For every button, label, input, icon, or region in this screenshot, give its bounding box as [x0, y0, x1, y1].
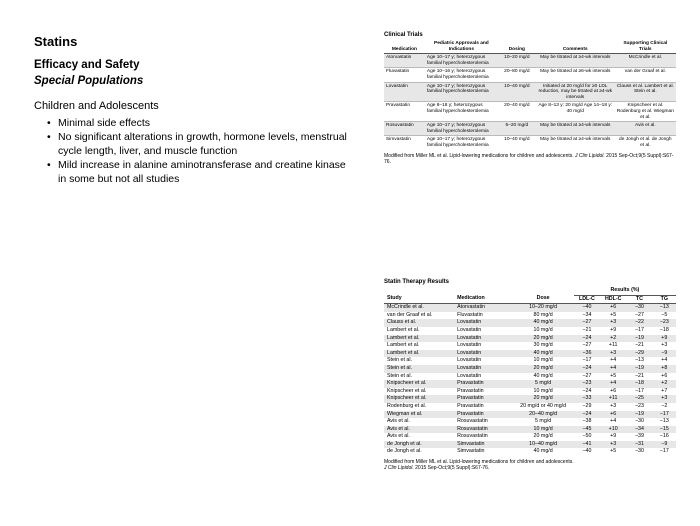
tg-cell: −5	[661, 311, 668, 318]
table-row	[384, 411, 676, 419]
comments-cell: May be titrated at ≥4-wk intervals	[536, 54, 615, 68]
indication-cell: Age 8–18 y; heterozygous familial hypercholesterolemia	[425, 102, 498, 122]
dose-cell: 20 mg/d	[512, 365, 573, 373]
study-cell: Stein et al.	[384, 365, 454, 373]
dose-cell: 10 mg/d	[512, 426, 573, 434]
ldl-cell: −21	[582, 326, 592, 333]
dose-cell: 5 mg/d	[535, 418, 552, 425]
trials-cell: Clauss et al. Lambert et al. Stein et al.	[615, 82, 676, 102]
table-row	[384, 350, 676, 358]
medication-cell: Fluvastatin	[384, 68, 425, 82]
tc-cell: −17	[634, 326, 644, 333]
dosing-cell: 10–20 mg/d	[498, 54, 536, 68]
table-row	[384, 327, 676, 335]
table-row	[384, 448, 676, 456]
ldl-cell: −24	[582, 387, 592, 394]
medication-cell: Lovastatin	[454, 335, 512, 343]
indication-cell: Age 10–17 y; heterozygous familial hypercholesterolemia	[426, 137, 489, 148]
tc-cell: −19	[626, 365, 652, 373]
dose-cell: 20 mg/d	[512, 395, 573, 403]
comments-cell: May be titrated at ≥4-wk intervals	[536, 122, 615, 136]
bullet-text: Mild increase in alanine aminotransferase and creatine kinase in some but not all studies	[58, 159, 346, 185]
medication-cell: Rosuvastatin	[457, 433, 488, 440]
study-cell: Avis et al.	[387, 433, 410, 440]
results-body	[384, 304, 676, 456]
table-row	[384, 312, 676, 320]
dose-cell: 20–40 mg/d	[512, 411, 573, 419]
tg-cell: −9	[653, 441, 676, 449]
tc-cell: −19	[626, 411, 652, 419]
statin-results-table	[384, 279, 676, 471]
tg-cell: +9	[653, 335, 676, 343]
ldl-cell: −24	[574, 365, 600, 373]
bullet-text: Minimal side effects	[58, 117, 151, 129]
dose-cell: 40 mg/d	[512, 319, 573, 327]
study-cell: Lambert et al.	[387, 326, 420, 333]
medication-cell: Simvastatin	[386, 137, 411, 143]
comments-cell: Age 8–13 y: 20 mg/d Age 14–18 y: 40 mg/d	[536, 102, 615, 122]
hdl-cell: +4	[600, 380, 626, 388]
trials-source-note	[384, 153, 676, 165]
medication-cell: Fluvastatin	[457, 311, 483, 318]
table-group-header-row	[384, 287, 676, 295]
tc-cell: −29	[626, 350, 652, 358]
ldl-cell: −23	[574, 380, 600, 388]
study-cell: Clauss et al.	[384, 319, 454, 327]
ldl-cell: −27	[574, 319, 600, 327]
dosing-cell: 20–80 mg/d	[498, 68, 536, 82]
dose-cell: 20 mg/d	[512, 335, 573, 343]
bullet-item	[47, 130, 354, 158]
source-citation: 2015 Sep-Oct;9(5 Suppl):S67-76.	[415, 465, 490, 472]
hdl-cell: +4	[600, 365, 626, 373]
ldl-cell: −17	[582, 357, 592, 364]
hdl-cell: +6	[600, 411, 626, 419]
dose-cell: 10 mg/d	[533, 387, 553, 394]
table-row	[384, 342, 676, 350]
study-cell: Lambert et al.	[387, 342, 420, 349]
medication-cell: Simvastatin	[457, 448, 485, 455]
results-group-header: Results (%)	[574, 287, 676, 295]
tg-cell: −18	[659, 326, 669, 333]
medication-cell: Lovastatin	[457, 342, 482, 349]
indication-cell: Age 10–16 y; heterozygous familial hypercholesterolemia	[425, 68, 498, 82]
tg-cell: −13	[659, 418, 669, 425]
results-source-note	[384, 459, 676, 471]
ldl-cell: −29	[582, 402, 592, 409]
trials-cell: van der Graaf et al.	[615, 68, 676, 82]
hdl-cell: +5	[610, 448, 617, 455]
study-cell: Knipscheer et al.	[384, 395, 454, 403]
dose-cell: 20 mg/d or 40 mg/d	[520, 402, 567, 409]
tc-cell: −34	[626, 426, 652, 434]
clinical-trials-table	[384, 32, 676, 165]
bullet-item	[47, 116, 354, 130]
tg-cell: +7	[661, 387, 668, 394]
study-cell: Knipscheer et al.	[384, 380, 454, 388]
table-header-row	[384, 295, 676, 304]
study-cell: Lambert et al.	[384, 350, 454, 358]
tg-cell: −13	[653, 304, 676, 312]
tg-cell: +6	[661, 372, 668, 379]
statin-results-title: Statin Therapy Results	[384, 279, 450, 285]
bullet-text: No significant alterations in growth, hormone levels, menstrual cycle length, liver, and muscle function	[58, 131, 347, 157]
ldl-cell: −36	[574, 350, 600, 358]
medication-cell: Pravastatin	[454, 395, 512, 403]
hdl-cell: +4	[610, 418, 617, 425]
table-row	[384, 335, 676, 343]
medication-cell: Lovastatin	[454, 350, 512, 358]
tg-cell: +2	[653, 380, 676, 388]
table-header-row	[384, 40, 676, 54]
medication-cell: Lovastatin	[457, 326, 482, 333]
study-cell: Wiegman et al.	[384, 411, 454, 419]
table-row	[384, 380, 676, 388]
bullet-dot-icon: •	[47, 117, 51, 129]
dose-cell: 10 mg/d	[533, 326, 553, 333]
table-row	[384, 136, 676, 150]
clinical-trials-title: Clinical Trials	[384, 32, 423, 38]
column-header: Study	[384, 295, 454, 304]
medication-cell: Simvastatin	[454, 441, 512, 449]
statin-results-grid	[384, 287, 676, 456]
ldl-cell: −40	[574, 304, 600, 312]
tc-cell: −22	[626, 319, 652, 327]
hdl-cell: +5	[610, 372, 617, 379]
ldl-cell: −24	[574, 411, 600, 419]
tc-cell: −39	[634, 433, 644, 440]
column-header: Dose	[512, 295, 573, 304]
tc-cell: −30	[626, 304, 652, 312]
table-row	[384, 418, 676, 426]
dosing-cell: 20–40 mg/d	[498, 102, 536, 122]
tc-cell: −13	[634, 357, 644, 364]
medication-cell: Pravastatin	[457, 387, 484, 394]
slide-subtitle: Efficacy and Safety	[34, 59, 140, 71]
table-row	[384, 68, 676, 82]
table-row	[384, 388, 676, 396]
table-row	[384, 357, 676, 365]
indication-cell: Age 10–17 y; heterozygous familial hypercholesterolemia	[425, 82, 498, 102]
medication-cell: Lovastatin	[457, 357, 482, 364]
column-header: LDL-C	[574, 295, 600, 304]
tc-cell: −25	[626, 395, 652, 403]
bullet-dot-icon: •	[47, 159, 51, 171]
medication-cell: Rosuvastatin	[457, 418, 488, 425]
source-journal: J Clin Lipidol.	[384, 465, 414, 472]
indication-cell: Age 10–17 y; heterozygous familial hypercholesterolemia	[425, 122, 498, 136]
ldl-cell: −45	[574, 426, 600, 434]
bullet-dot-icon: •	[47, 131, 51, 143]
trials-cell: Knipscheer et al. Rodenburg et al. Wiegman et al.	[615, 102, 676, 122]
tc-cell: −21	[634, 342, 644, 349]
tg-cell: −2	[661, 402, 668, 409]
table-row	[384, 319, 676, 327]
dose-cell: 5 mg/d	[512, 380, 573, 388]
bullet-list	[34, 116, 354, 186]
tc-cell: −27	[634, 311, 644, 318]
tg-cell: −16	[659, 433, 669, 440]
hdl-cell: +11	[600, 395, 626, 403]
medication-cell: Lovastatin	[384, 82, 425, 102]
hdl-cell: +3	[600, 319, 626, 327]
column-header: TC	[626, 295, 652, 304]
tg-cell: −23	[653, 319, 676, 327]
comments-cell: Initiated at 20 mg/d for ≥0 LDL reduction, may be titrated at ≥4-wk intervals	[536, 82, 615, 102]
study-cell: Stein et al.	[387, 372, 413, 379]
dose-cell: 10 mg/d	[533, 357, 553, 364]
hdl-cell: +3	[600, 350, 626, 358]
ldl-cell: −33	[574, 395, 600, 403]
source-citation: 2015 Sep-Oct;9(5 Suppl):S67-76.	[384, 152, 674, 165]
table-row	[384, 395, 676, 403]
tg-cell: −17	[653, 411, 676, 419]
tc-cell: −21	[634, 372, 644, 379]
study-cell: McCrindle et al.	[384, 304, 454, 312]
medication-cell: Rosuvastatin	[384, 122, 425, 136]
dose-cell: 20 mg/d	[533, 433, 553, 440]
hdl-cell: +10	[600, 426, 626, 434]
column-header: Supporting Clinical Trials	[615, 40, 676, 54]
section-heading: Children and Adolescents	[34, 100, 159, 112]
bullet-item	[47, 158, 354, 186]
hdl-cell: +3	[600, 441, 626, 449]
column-header: Pediatric Approvals and Indications	[425, 40, 498, 54]
dosing-cell: 10–40 mg/d	[504, 137, 530, 143]
table-row	[384, 82, 676, 102]
ldl-cell: −50	[582, 433, 592, 440]
tg-cell: −17	[659, 448, 669, 455]
ldl-cell: −34	[582, 311, 592, 318]
table-row	[384, 122, 676, 136]
source-journal: J Clin Lipidol.	[575, 152, 605, 159]
tg-cell: +4	[661, 357, 668, 364]
dose-cell: 10–40 mg/d	[512, 441, 573, 449]
hdl-cell: +11	[608, 342, 618, 349]
trials-cell: Avis et al.	[615, 122, 676, 136]
dose-cell: 40 mg/d	[533, 372, 553, 379]
study-cell: Knipscheer et al.	[387, 387, 427, 394]
tc-cell: −30	[634, 448, 644, 455]
column-header: Medication	[454, 295, 512, 304]
study-cell: de Jongh et al.	[384, 441, 454, 449]
medication-cell: Pravastatin	[384, 102, 425, 122]
hdl-cell: +4	[610, 357, 617, 364]
ldl-cell: −24	[574, 335, 600, 343]
source-text: Modified from Miller ML et al. Lipid-lowering medications for children and adolescents.	[384, 459, 574, 466]
dosing-cell: 10–40 mg/d	[498, 82, 536, 102]
dose-cell: 40 mg/d	[512, 350, 573, 358]
hdl-cell: +9	[610, 326, 617, 333]
trials-cell: McCrindle et al.	[615, 54, 676, 68]
tc-cell: −17	[634, 387, 644, 394]
table-row	[384, 403, 676, 411]
study-cell: Rodenburg et al.	[387, 402, 427, 409]
table-row	[384, 433, 676, 441]
tg-cell: −9	[653, 350, 676, 358]
dose-cell: 10–20 mg/d	[512, 304, 573, 312]
slide-text	[34, 34, 354, 186]
tc-cell: −19	[626, 335, 652, 343]
medication-cell: Lovastatin	[457, 372, 482, 379]
column-header: Dosing	[498, 40, 536, 54]
medication-cell: Atorvastatin	[454, 304, 512, 312]
table-row	[384, 441, 676, 449]
table-row	[384, 365, 676, 373]
column-header: Medication	[384, 40, 425, 54]
tc-cell: −30	[634, 418, 644, 425]
medication-cell: Pravastatin	[454, 380, 512, 388]
study-cell: de Jongh et al.	[387, 448, 422, 455]
study-cell: Stein et al.	[387, 357, 413, 364]
hdl-cell: +3	[610, 402, 617, 409]
clinical-trials-grid	[384, 40, 676, 150]
table-row	[384, 426, 676, 434]
dose-cell: 40 mg/d	[533, 448, 553, 455]
indication-cell: Age 10–17 y; heterozygous familial hypercholesterolemia	[425, 54, 498, 68]
study-cell: van der Graaf et al.	[387, 311, 433, 318]
medication-cell: Pravastatin	[454, 411, 512, 419]
hdl-cell: +2	[600, 335, 626, 343]
hdl-cell: +9	[610, 433, 617, 440]
study-cell: Lambert et al.	[384, 335, 454, 343]
comments-cell: May be titrated at ≥6-wk intervals	[536, 68, 615, 82]
comments-cell: May be titrated at ≥4-wk intervals	[540, 137, 611, 143]
tc-cell: −31	[626, 441, 652, 449]
dose-cell: 30 mg/d	[533, 342, 553, 349]
ldl-cell: −27	[582, 372, 592, 379]
tg-cell: +3	[653, 395, 676, 403]
study-cell: Avis et al.	[387, 418, 410, 425]
table-row	[384, 54, 676, 68]
column-header: Comments	[536, 40, 615, 54]
slide-title: Statins	[34, 34, 78, 49]
medication-cell: Pravastatin	[457, 402, 484, 409]
medication-cell: Atorvastatin	[384, 54, 425, 68]
column-header: TG	[653, 295, 676, 304]
source-text: Modified from Miller ML et al. Lipid-lowering medications for children and adolescents.	[384, 152, 574, 159]
hdl-cell: +5	[610, 311, 617, 318]
medication-cell: Lovastatin	[454, 319, 512, 327]
tg-cell: +3	[661, 342, 668, 349]
tg-cell: −15	[653, 426, 676, 434]
study-cell: Avis et al.	[384, 426, 454, 434]
ldl-cell: −38	[582, 418, 592, 425]
medication-cell: Lovastatin	[454, 365, 512, 373]
ldl-cell: −41	[574, 441, 600, 449]
hdl-cell: +6	[610, 387, 617, 394]
tc-cell: −23	[634, 402, 644, 409]
table-row	[384, 304, 676, 312]
table-row	[384, 373, 676, 381]
column-header: HDL-C	[600, 295, 626, 304]
tg-cell: +8	[653, 365, 676, 373]
dose-cell: 80 mg/d	[533, 311, 553, 318]
hdl-cell: +6	[600, 304, 626, 312]
dosing-cell: 5–20 mg/d	[498, 122, 536, 136]
tc-cell: −18	[626, 380, 652, 388]
trials-cell: de Jongh et al. de Jongh et al.	[619, 137, 672, 148]
medication-cell: Rosuvastatin	[454, 426, 512, 434]
table-row	[384, 102, 676, 122]
ldl-cell: −27	[582, 342, 592, 349]
slide-subtitle-special: Special Populations	[34, 75, 144, 87]
ldl-cell: −40	[582, 448, 592, 455]
